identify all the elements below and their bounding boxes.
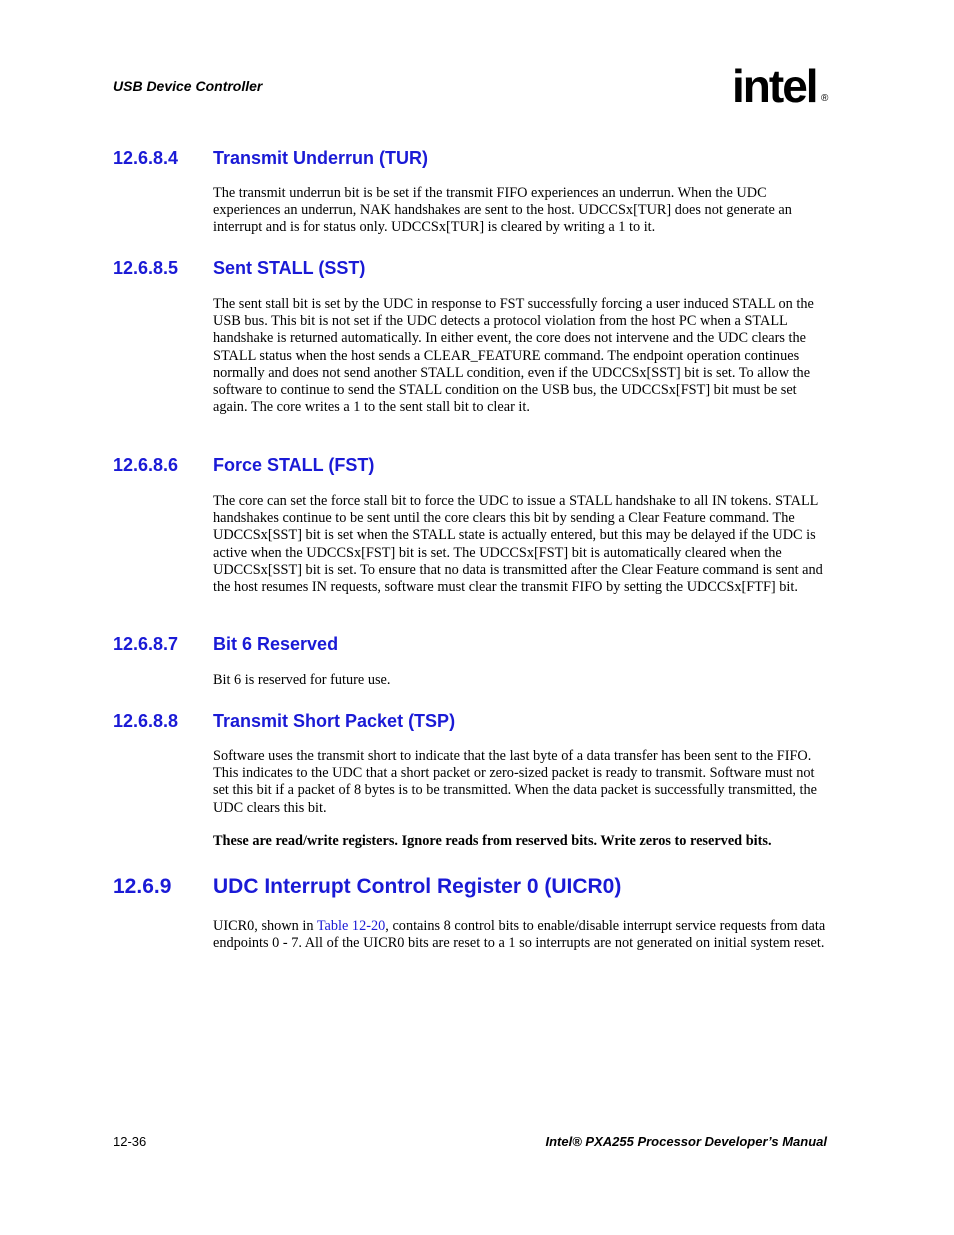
section-body-bit6: Bit 6 is reserved for future use. bbox=[213, 672, 391, 688]
section-heading-sst bbox=[113, 258, 365, 279]
running-header-title: USB Device Controller bbox=[113, 78, 263, 94]
section-number: 12.6.8.7 bbox=[113, 634, 179, 654]
logo-wordmark: intel bbox=[732, 60, 817, 112]
body-text: UICR0, shown in bbox=[213, 918, 317, 934]
section-title: UDC Interrupt Control Register 0 (UICR0) bbox=[213, 875, 622, 898]
section-heading-fst bbox=[113, 455, 374, 476]
section-title: Force STALL (FST) bbox=[213, 455, 375, 475]
section-title: Transmit Short Packet (TSP) bbox=[213, 711, 456, 731]
body-text: , contains 8 control bits to enable/disable interrupt service requests from data endpoints 0 - 7. All of the UICR0 bits are reset to a 1 so interrupts are not generated on initial system reset. bbox=[213, 918, 826, 952]
section-title: Bit 6 Reserved bbox=[213, 634, 339, 654]
intel-logo bbox=[732, 58, 832, 118]
section-number: 12.6.8.8 bbox=[113, 711, 179, 731]
section-number: 12.6.9 bbox=[113, 875, 172, 898]
register-note: These are read/write registers. Ignore reads from reserved bits. Write zeros to reserved bits. bbox=[213, 833, 772, 849]
section-heading-tsp bbox=[113, 711, 455, 732]
section-number: 12.6.8.5 bbox=[113, 258, 179, 278]
section-body-tur: The transmit underrun bit is be set if the transmit FIFO experiences an underrun. When the UDC experiences an underrun, NAK handshakes are sent to the host. UDCCSx[TUR] does not generate an interrupt and is for status only. UDCCSx[TUR] is cleared by writing a 1 to it. bbox=[213, 185, 792, 236]
section-heading-uicr0 bbox=[113, 875, 621, 899]
page-number: 12-36 bbox=[113, 1134, 147, 1149]
section-title: Transmit Underrun (TUR) bbox=[213, 148, 429, 168]
section-body-fst: The core can set the force stall bit to force the UDC to issue a STALL handshake to all IN tokens. STALL handshakes continue to be sent until the core clears this bit by sending a Clear Feature command. The UDCCSx[SST] bit is set when the STALL state is actually entered, but this may be delayed if the UDC is active when the UDCCSx[FST] bit is set. The UDCCSx[FST] bit is automatically cleared when the UDCCSx[SST] bit is set. To ensure that no data is transmitted after the Clear Feature command is sent and the host resumes IN requests, software must clear the transmit FIFO by setting the UDCCSx[FTF] bit. bbox=[213, 493, 823, 596]
section-body-tsp: Software uses the transmit short to indicate that the last byte of a data transfer has been sent to the FIFO. This indicates to the UDC that a short packet or zero-sized packet is ready to transmit. Software must not set this bit if a packet of 8 bytes is to be transmitted. When the data packet is successfully transmitted, the UDC clears this bit. bbox=[213, 748, 818, 816]
section-number: 12.6.8.6 bbox=[113, 455, 179, 475]
section-heading-bit6 bbox=[113, 634, 338, 655]
table-link[interactable]: Table 12-20 bbox=[316, 918, 386, 934]
section-number: 12.6.8.4 bbox=[113, 148, 179, 168]
registered-mark: ® bbox=[821, 93, 829, 104]
section-heading-tur bbox=[113, 148, 428, 169]
manual-title: Intel® PXA255 Processor Developer’s Manual bbox=[545, 1134, 827, 1149]
section-body-sst: The sent stall bit is set by the UDC in response to FST successfully forcing a user induced STALL on the USB bus. This bit is not set if the UDC detects a protocol violation from the host PC when a STALL handshake is returned automatically. In either event, the core does not intervene and the UDC clears the STALL status when the host sends a CLEAR_FEATURE command. The endpoint operation continues normally and does not send another STALL condition, even if the UDCCSx[SST] bit is set. To allow the software to continue to send the STALL condition on the USB bus, the UDCCSx[FST] bit must be set again. The core writes a 1 to the sent stall bit to clear it. bbox=[213, 296, 814, 416]
section-body-uicr0 bbox=[213, 918, 828, 952]
section-title: Sent STALL (SST) bbox=[213, 258, 366, 278]
